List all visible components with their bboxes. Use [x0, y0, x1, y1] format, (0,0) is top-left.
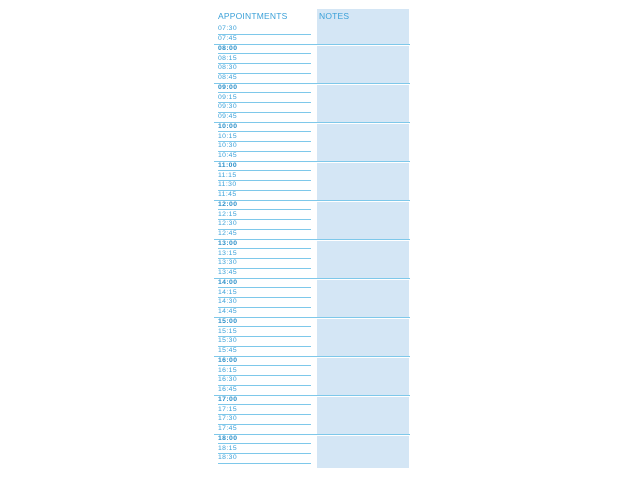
time-slot-row[interactable]: [218, 210, 311, 220]
time-slot-label: 11:45: [218, 191, 237, 198]
time-slot-row[interactable]: [218, 103, 311, 113]
time-slot-row[interactable]: [218, 415, 311, 425]
notes-divider: [317, 240, 409, 241]
time-slot-row[interactable]: [218, 240, 311, 250]
time-slot-label: 12:45: [218, 230, 238, 237]
time-slot-label: 15:30: [218, 337, 238, 345]
time-slot-label: 14:45: [218, 308, 238, 315]
time-slot-label: 16:30: [218, 376, 238, 384]
notes-divider: [317, 396, 409, 397]
time-slot-label: 17:00: [218, 395, 238, 403]
time-slot-row[interactable]: [218, 54, 311, 64]
time-slot-row[interactable]: [218, 327, 311, 337]
time-slot-row[interactable]: [218, 337, 311, 347]
time-slot-label: 14:00: [218, 278, 238, 286]
time-slot-label: 09:15: [218, 93, 238, 101]
time-slot-row[interactable]: [218, 84, 311, 94]
notes-divider: [317, 45, 409, 46]
time-slot-label: 15:15: [218, 327, 238, 335]
time-slot-label: 11:00: [218, 161, 238, 169]
time-slot-row[interactable]: [218, 162, 311, 172]
time-slot-row[interactable]: [218, 132, 311, 142]
time-slot-label: 15:00: [218, 317, 238, 325]
time-slot-list: [214, 8, 410, 469]
time-slot-row[interactable]: [218, 249, 311, 259]
time-slot-label: 08:15: [218, 54, 238, 62]
time-slot-row[interactable]: [218, 201, 311, 211]
time-slot-row[interactable]: [218, 298, 311, 308]
time-slot-label: 18:30: [218, 454, 238, 462]
time-slot-row[interactable]: [218, 123, 311, 133]
time-slot-label: 15:45: [218, 347, 238, 354]
notes-divider: [317, 279, 409, 280]
time-slot-label: 10:30: [218, 142, 238, 150]
time-slot-label: 17:45: [218, 425, 238, 432]
time-slot-label: 11:15: [218, 171, 237, 179]
time-slot-label: 13:30: [218, 259, 238, 267]
time-slot-label: 09:30: [218, 103, 238, 111]
time-slot-label: 10:45: [218, 152, 238, 159]
time-slot-row[interactable]: [218, 171, 311, 181]
time-slot-row[interactable]: [218, 181, 311, 191]
time-slot-label: 12:30: [218, 220, 238, 228]
time-slot-label: 18:15: [218, 444, 238, 452]
time-slot-label: 08:00: [218, 44, 238, 52]
time-slot-row[interactable]: [218, 25, 311, 35]
time-slot-label: 09:45: [218, 113, 238, 120]
notes-divider: [317, 84, 409, 85]
time-slot-row[interactable]: [218, 288, 311, 298]
planner-sheet: [214, 8, 410, 469]
time-slot-row[interactable]: [218, 366, 311, 376]
time-slot-label: 07:30: [218, 25, 238, 33]
time-slot-label: 08:45: [218, 74, 238, 81]
time-slot-row[interactable]: [218, 444, 311, 454]
time-slot-label: 14:15: [218, 288, 238, 296]
notes-divider: [317, 123, 409, 124]
time-slot-row[interactable]: [218, 318, 311, 328]
time-slot-row[interactable]: [218, 376, 311, 386]
time-slot-row[interactable]: [218, 259, 311, 269]
time-slot-row[interactable]: [218, 220, 311, 230]
time-slot-row[interactable]: [218, 435, 311, 445]
time-slot-label: 12:15: [218, 210, 238, 218]
time-slot-row[interactable]: [218, 279, 311, 289]
time-slot-label: 17:30: [218, 415, 238, 423]
time-slot-label: 12:00: [218, 200, 238, 208]
time-slot-label: 10:15: [218, 132, 238, 140]
notes-divider: [317, 201, 409, 202]
time-slot-row[interactable]: [218, 357, 311, 367]
time-slot-label: 18:00: [218, 434, 238, 442]
time-slot-label: 13:15: [218, 249, 238, 257]
time-slot-label: 11:30: [218, 181, 237, 189]
time-slot-label: 14:30: [218, 298, 238, 306]
notes-header: NOTES: [319, 11, 350, 21]
time-slot-label: 13:00: [218, 239, 238, 247]
time-slot-row[interactable]: [218, 93, 311, 103]
notes-divider: [317, 435, 409, 436]
time-slot-row[interactable]: [218, 405, 311, 415]
notes-divider: [317, 357, 409, 358]
time-slot-label: 16:45: [218, 386, 238, 393]
time-slot-label: 16:15: [218, 366, 238, 374]
time-slot-row[interactable]: [218, 142, 311, 152]
time-slot-row[interactable]: [218, 45, 311, 55]
time-slot-label: 17:15: [218, 405, 238, 413]
notes-divider: [317, 318, 409, 319]
time-slot-row[interactable]: [218, 454, 311, 464]
time-slot-label: 08:30: [218, 64, 238, 72]
time-slot-label: 13:45: [218, 269, 238, 276]
time-slot-label: 07:45: [218, 35, 238, 42]
time-slot-row[interactable]: [218, 396, 311, 406]
notes-divider: [317, 162, 409, 163]
appointments-header: APPOINTMENTS: [218, 11, 288, 21]
time-slot-label: 16:00: [218, 356, 238, 364]
time-slot-row[interactable]: [218, 64, 311, 74]
time-slot-label: 10:00: [218, 122, 238, 130]
time-slot-label: 09:00: [218, 83, 238, 91]
